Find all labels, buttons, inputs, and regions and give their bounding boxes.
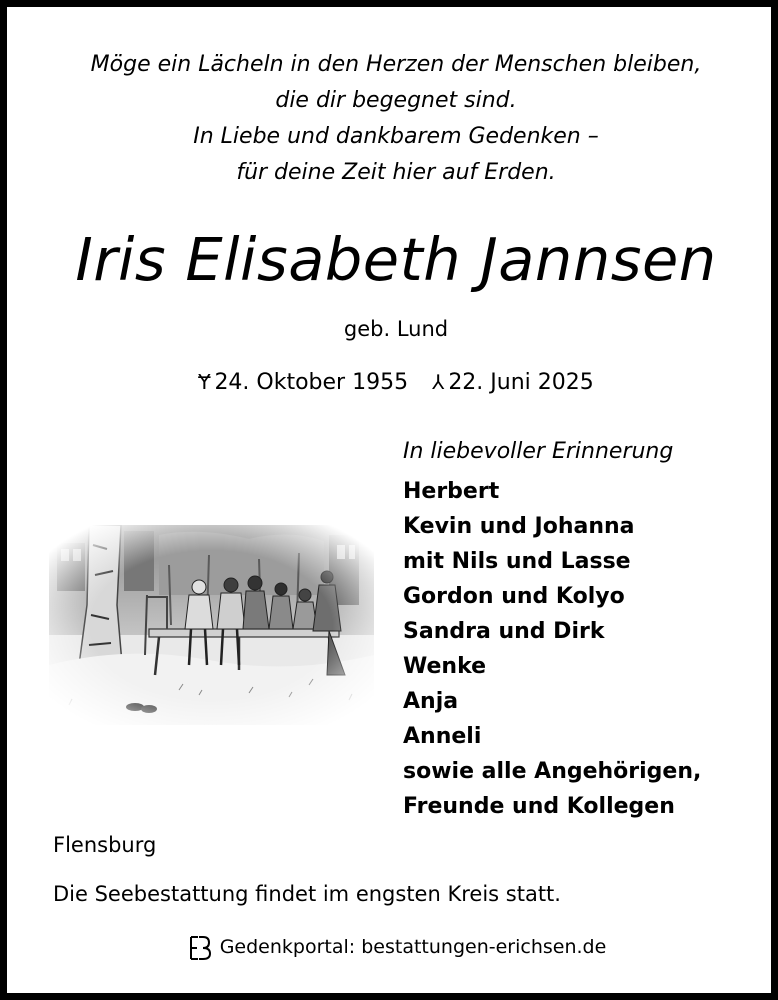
mourner-name: Herbert [403, 479, 500, 504]
place-name: Flensburg [53, 833, 157, 857]
mourner-name: Anneli [403, 724, 482, 749]
mourner-name: mit Nils und Lasse [403, 549, 631, 574]
death-date: 22. Juni 2025 [448, 370, 594, 395]
death-symbol-icon: ⅄ [432, 370, 445, 394]
mourner-name: sowie alle Angehörigen, [403, 759, 702, 784]
mourner-name: Anja [403, 689, 459, 714]
garden-table-illustration [49, 525, 374, 725]
quote-line: Möge ein Lächeln in den Herzen der Menschen bleiben, [90, 52, 702, 77]
burial-note: Die Seebestattung findet im engsten Kreis statt. [53, 882, 561, 906]
memorial-portal [27, 931, 765, 963]
funeral-home-logo-icon [186, 934, 214, 962]
deceased-name: Iris Elisabeth Jannsen [75, 225, 717, 294]
quote-line: für deine Zeit hier auf Erden. [236, 160, 556, 185]
birth-date: 24. Oktober 1955 [214, 370, 409, 395]
mourners-list [403, 474, 701, 824]
mourner-name: Gordon und Kolyo [403, 584, 625, 609]
portal-link[interactable]: Gedenkportal: bestattungen-erichsen.de [219, 936, 607, 958]
life-dates [27, 365, 765, 400]
birth-name: geb. Lund [343, 317, 449, 341]
birth-symbol-icon: Ɏ [198, 370, 211, 394]
mourner-name: Sandra und Dirk [403, 619, 605, 644]
memorial-quote [27, 47, 765, 191]
quote-line: die dir begegnet sind. [275, 88, 517, 113]
mourner-name: Freunde und Kollegen [403, 794, 675, 819]
quote-line: In Liebe und dankbarem Gedenken – [193, 124, 599, 149]
mourner-name: Wenke [403, 654, 487, 679]
mourner-name: Kevin und Johanna [403, 514, 635, 539]
remembrance-intro: In liebevoller Erinnerung [403, 439, 674, 464]
